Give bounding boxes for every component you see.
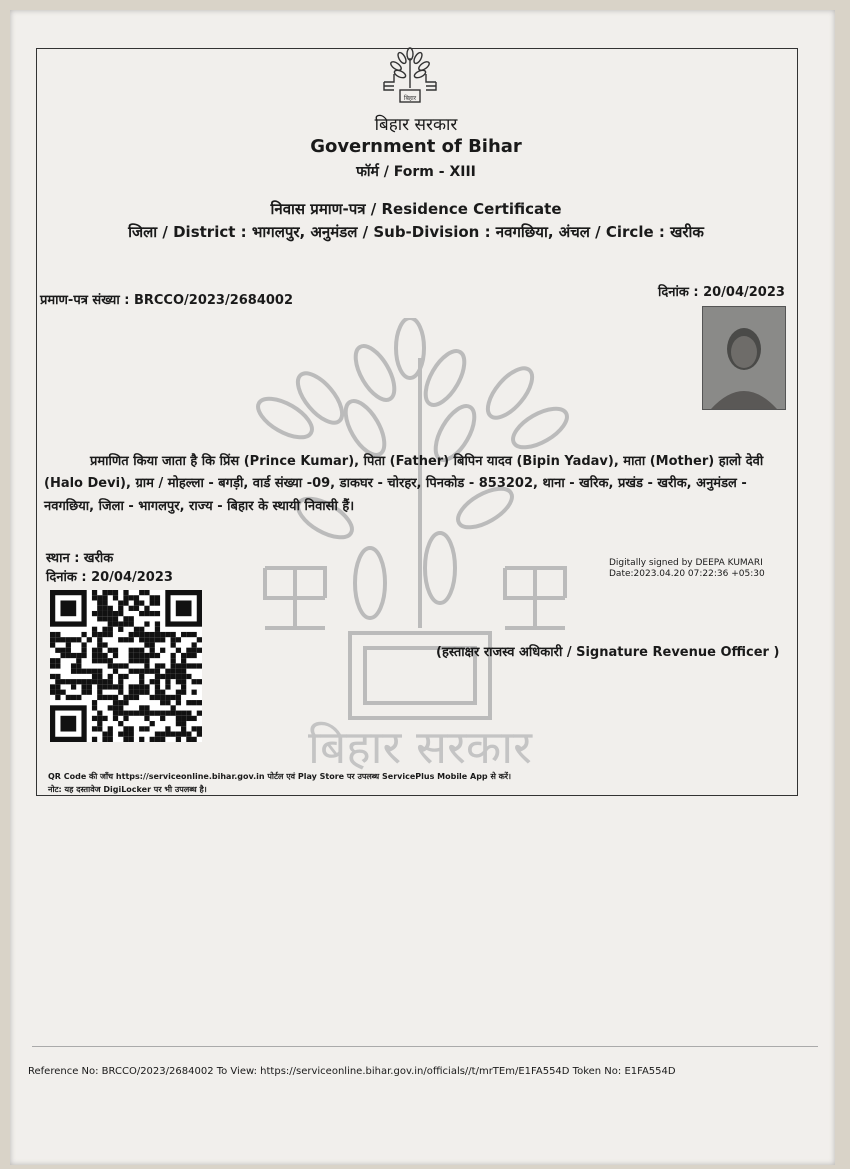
qr-verification-note: QR Code की जाँच https://serviceonline.bihar.gov.in पोर्टल एवं Play Store पर उपलब्ध ServicePlus Mobile App से करें। xyxy=(48,772,512,781)
signature-officer: (हस्ताक्षर राजस्व अधिकारी / Signature Revenue Officer ) xyxy=(436,645,780,660)
body-line-3: नवगछिया, जिला - भागलपुर, राज्य - बिहार के स्थायी निवासी हैं। xyxy=(44,499,355,514)
svg-text:बिहार सरकार: बिहार सरकार xyxy=(308,720,532,774)
digital-signature-date: Date:2023.04.20 07:22:36 +05:30 xyxy=(609,569,765,579)
certificate-date: दिनांक : 20/04/2023 xyxy=(658,285,785,300)
issue-date: दिनांक : 20/04/2023 xyxy=(46,570,173,585)
footer-divider xyxy=(32,1046,818,1047)
bihar-emblem-icon xyxy=(378,44,442,108)
applicant-photo xyxy=(702,306,786,410)
govt-title-english: Government of Bihar xyxy=(310,136,522,157)
body-line-2: (Halo Devi), ग्राम / मोहल्ला - बगड़ी, वार्ड संख्या -09, डाकघर - चोरहर, पिनकोड - 853202, थाना - खरिक, प्रखंड - खरीक, अनुमंडल - xyxy=(44,476,747,491)
certificate-number: प्रमाण-पत्र संख्या : BRCCO/2023/2684002 xyxy=(40,293,294,308)
digilocker-note: नोट: यह दस्तावेज DigiLocker पर भी उपलब्ध है। xyxy=(48,785,207,794)
jurisdiction-line: जिला / District : भागलपुर, अनुमंडल / Sub-Division : नवगछिया, अंचल / Circle : खरीक xyxy=(128,223,704,241)
qr-code xyxy=(50,590,202,742)
svg-text:बिहार: बिहार xyxy=(403,95,417,102)
watermark-emblem xyxy=(255,318,585,778)
body-line-1: प्रमाणित किया जाता है कि प्रिंस (Prince Kumar), पिता (Father) बिपिन यादव (Bipin Yadav), माता (Mother) हालो देवी xyxy=(90,454,764,469)
form-number: फॉर्म / Form - XIII xyxy=(356,164,476,180)
place-label: स्थान : खरीक xyxy=(46,551,114,566)
reference-footer: Reference No: BRCCO/2023/2684002 To View: https://serviceonline.bihar.gov.in/officials//t/mrTEm/E1FA554D Token No: E1FA554D xyxy=(28,1066,676,1077)
govt-title-hindi: बिहार सरकार xyxy=(374,115,458,135)
certificate-title: निवास प्रमाण-पत्र / Residence Certificate xyxy=(270,200,562,218)
digital-signature-name: Digitally signed by DEEPA KUMARI xyxy=(609,558,763,568)
